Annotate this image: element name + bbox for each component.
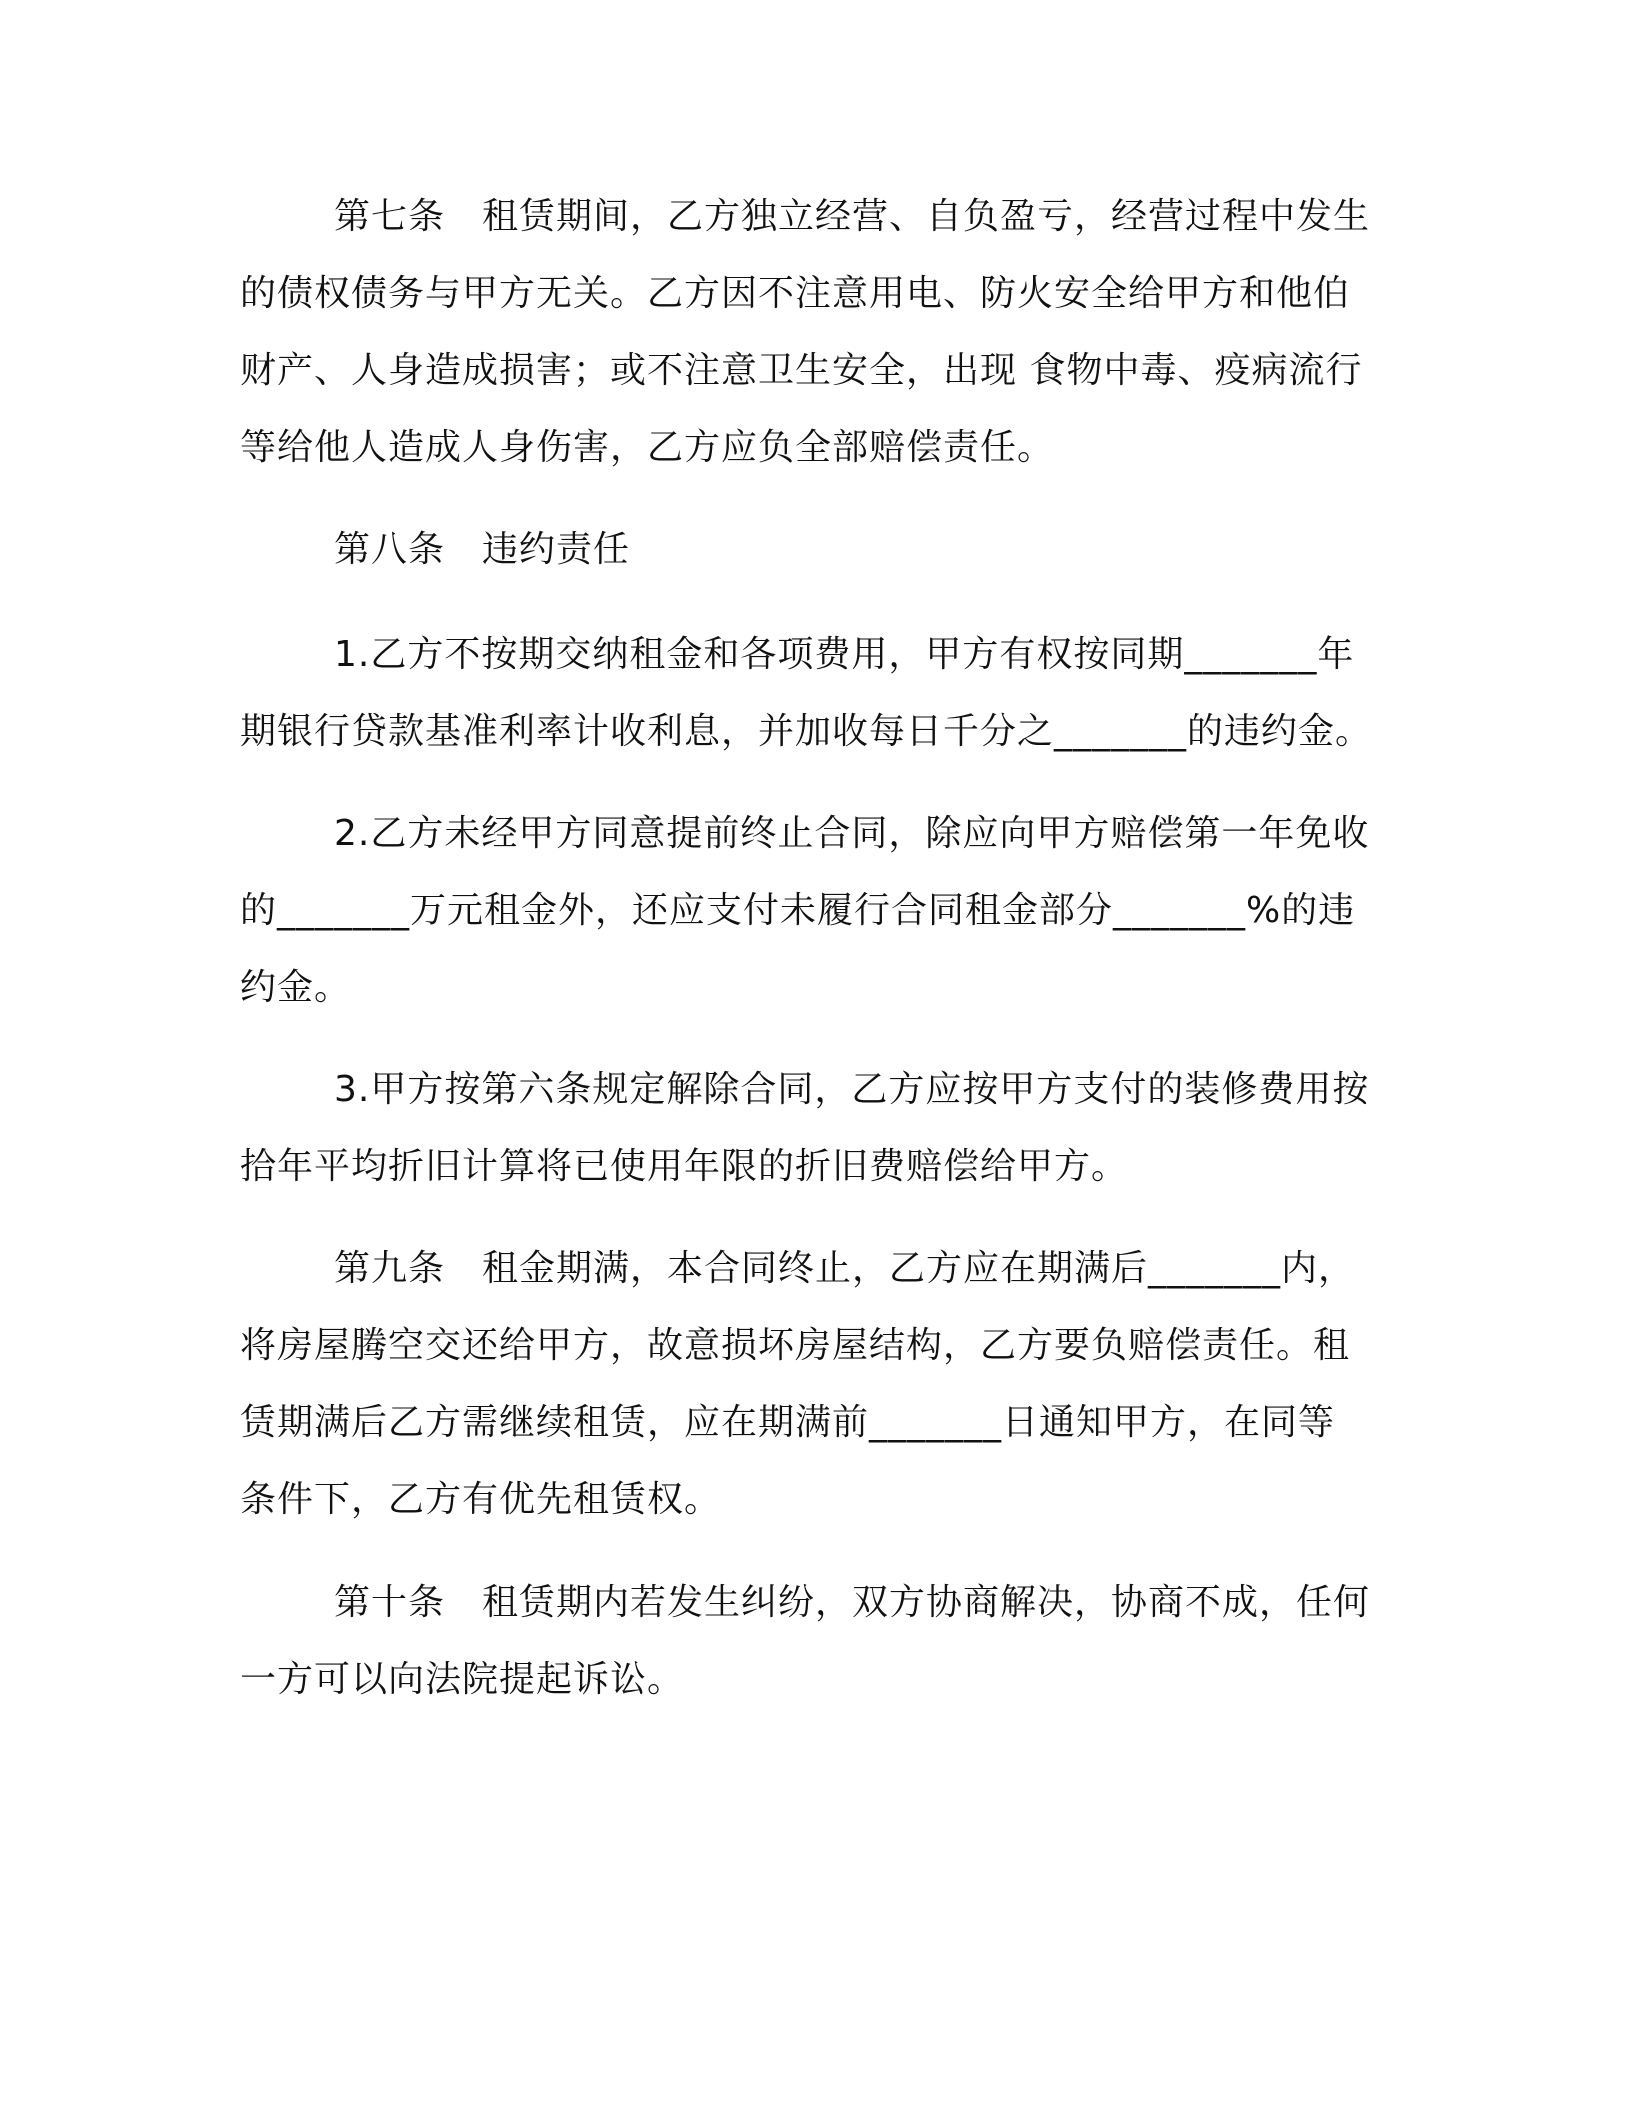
paragraph-line: 第七条 租赁期间，乙方独立经营、自负盈亏，经营过程中发生 — [334, 196, 1371, 237]
paragraph-line: 约金。 — [240, 967, 352, 1008]
article-10-paragraph — [240, 1564, 1400, 1718]
paragraph-line: 将房屋腾空交还给甲方，故意损坏房屋结构，乙方要负赔偿责任。租 — [240, 1325, 1351, 1366]
paragraph-line: 第十条 租赁期内若发生纠纷，双方协商解决，协商不成，任何 — [334, 1582, 1371, 1623]
article-8-item-2-paragraph — [240, 795, 1400, 1026]
paragraph-line: 条件下，乙方有优先租赁权。 — [240, 1479, 722, 1520]
paragraph-line: 拾年平均折旧计算将已使用年限的折旧费赔偿给甲方。 — [240, 1146, 1129, 1187]
paragraph-line: 期银行贷款基准利率计收利息，并加收每日千分之_______的违约金。 — [240, 711, 1373, 752]
paragraph-line: 一方可以向法院提起诉讼。 — [240, 1659, 685, 1700]
article-7-paragraph — [240, 178, 1400, 486]
paragraph-line: 等给他人造成人身伤害，乙方应负全部赔偿责任。 — [240, 427, 1055, 468]
article-8-heading — [240, 511, 1400, 588]
paragraph-line: 3.甲方按第六条规定解除合同，乙方应按甲方支付的装修费用按 — [334, 1069, 1370, 1110]
paragraph-line: 的_______万元租金外，还应支付未履行合同租金部分_______%的违 — [240, 890, 1356, 931]
article-8-item-1-paragraph — [240, 616, 1400, 770]
paragraph-line: 的债权债务与甲方无关。乙方因不注意用电、防火安全给甲方和他伯 — [240, 273, 1351, 314]
paragraph-line: 赁期满后乙方需继续租赁，应在期满前_______日通知甲方，在同等 — [240, 1402, 1336, 1443]
paragraph-line: 财产、人身造成损害；或不注意卫生安全，出现 食物中毒、疫病流行 — [240, 350, 1363, 391]
paragraph-line: 2.乙方未经甲方同意提前终止合同，除应向甲方赔偿第一年免收 — [334, 813, 1370, 854]
article-8-item-3-paragraph — [240, 1051, 1400, 1205]
paragraph-line: 第八条 违约责任 — [334, 529, 631, 570]
article-9-paragraph — [240, 1230, 1400, 1538]
paragraph-line: 1.乙方不按期交纳租金和各项费用，甲方有权按同期_______年 — [334, 634, 1355, 675]
paragraph-line: 第九条 租金期满，本合同终止，乙方应在期满后_______内， — [334, 1248, 1356, 1289]
